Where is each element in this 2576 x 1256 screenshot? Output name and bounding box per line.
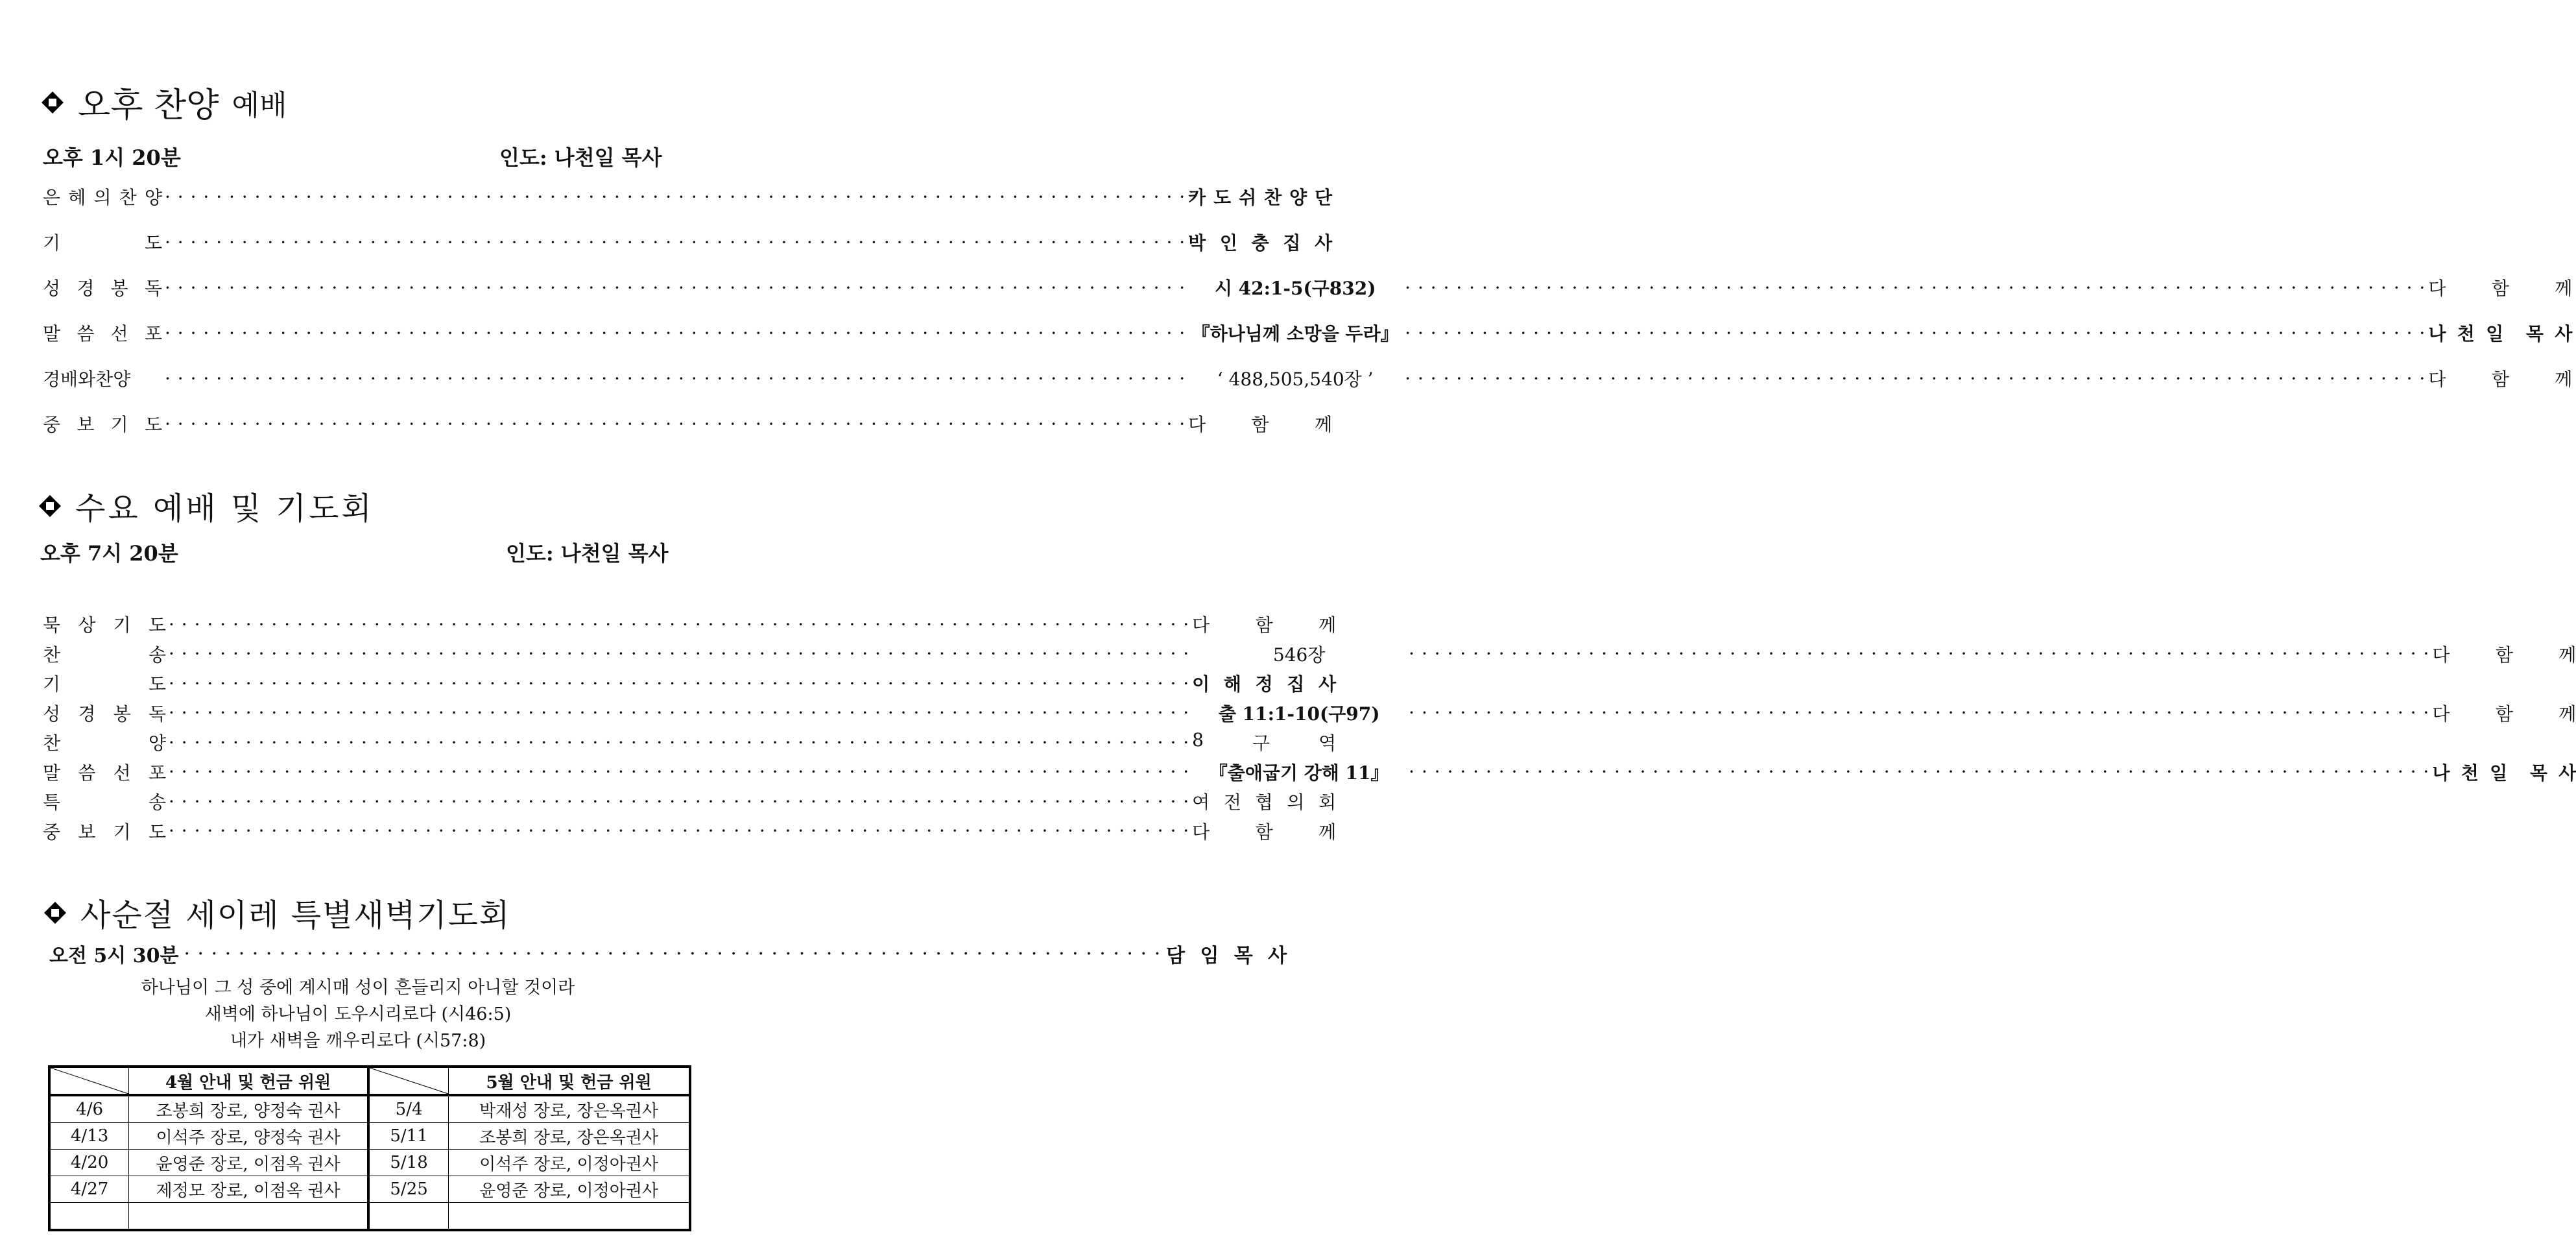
leader-dots: · · · · · · · · · · · · · · · · · · · · · · · · · · · · · · · · · · · · · · · · · · · · · · · · · · · · · · · · · · · · · · · · · · · · · · · · · · · · · · · · bbox=[165, 186, 1186, 208]
order-item-label: 묵 상 기 도 bbox=[43, 614, 166, 636]
leader-dots: · · · · · · · · · · · · · · · · · · · · · · · · · · · · · · · · · · · · · · · · · · · · · · · · · · · · · · · · · · · · · · · · · · · · · · · · bbox=[184, 942, 1162, 965]
wednesday-time: 오후 7시 20분 bbox=[40, 541, 178, 566]
order-item-person: 다 함 께 bbox=[1192, 614, 1337, 636]
order-item bbox=[43, 182, 1333, 211]
table-row bbox=[49, 1176, 690, 1203]
order-item bbox=[43, 758, 2576, 786]
wednesday-title: 수요 예배 및 기도회 bbox=[75, 490, 374, 527]
order-item bbox=[43, 364, 2573, 392]
diagonal-header-cell bbox=[368, 1067, 449, 1095]
order-item bbox=[43, 699, 2576, 727]
order-item bbox=[43, 273, 2573, 302]
leader-dots: · · · · · · · · · · · · · · · · · · · · · · · · · · · · · · · · · · · · · · · · · · · · · · · · · · · · · · · · · · · · · · · · · · · · · · · · · · · · · · · · bbox=[169, 643, 1190, 664]
persons-cell: 이석주 장로, 이정아권사 bbox=[449, 1150, 690, 1176]
order-item-label: 은 혜 의 찬 양 bbox=[43, 187, 162, 208]
order-item-person: 나 천 일 목 사 bbox=[2432, 762, 2576, 784]
order-item-detail: 출 11:1-10(구97) bbox=[1218, 703, 1380, 725]
leader-dots: · · · · · · · · · · · · · · · · · · · · · · · · · · · · · · · · · · · · · · · · · · · · · · · · · · · · · · · · · · · · · · · · · · · · · · · · · · · · · · · · bbox=[169, 672, 1190, 694]
order-item-label: 찬 송 bbox=[43, 644, 166, 666]
empty-cell bbox=[129, 1203, 368, 1231]
order-item-person: 나 천 일 목 사 bbox=[2428, 323, 2573, 344]
dawn-time: 오전 5시 30분 bbox=[49, 945, 179, 967]
date-cell: 4/6 bbox=[49, 1095, 129, 1123]
leader-dots: · · · · · · · · · · · · · · · · · · · · · · · · · · · · · · · · · · · · · · · · · · · · · · · · · · · · · · · · · · · · · · · · · · · · · · · · · · · · · · · · bbox=[169, 731, 1190, 753]
order-item-label: 기 도 bbox=[43, 232, 162, 254]
diamond-bullet-icon bbox=[39, 495, 61, 517]
order-item-label: 특 송 bbox=[43, 791, 166, 813]
order-item bbox=[43, 728, 1337, 756]
afternoon-title-main: 오후 찬양 bbox=[78, 86, 219, 125]
order-item-label: 중 보 기 도 bbox=[43, 414, 162, 435]
leader-dots: · · · · · · · · · · · · · · · · · · · · · · · · · · · · · · · · · · · · · · · · · · · · · · · · · · · · · · · · · · · · · · · · · · · · · · · · · · · · · · · · bbox=[169, 702, 1190, 723]
duty-table-header bbox=[49, 1067, 690, 1095]
diamond-bullet-icon bbox=[42, 91, 64, 114]
order-item bbox=[43, 409, 1333, 438]
order-item-person: 다 함 께 bbox=[2432, 644, 2576, 666]
dawn-section-title bbox=[44, 890, 510, 935]
date-cell: 4/13 bbox=[49, 1123, 129, 1150]
order-item bbox=[43, 669, 1337, 697]
dawn-time-row bbox=[49, 939, 1287, 968]
order-item-label: 찬 양 bbox=[43, 732, 166, 754]
date-cell: 5/18 bbox=[368, 1150, 449, 1176]
order-item-person: 8 구 역 bbox=[1192, 729, 1337, 754]
table-row bbox=[49, 1123, 690, 1150]
dawn-verse-3: 내가 새벽을 깨우리로다 (시57:8) bbox=[230, 1031, 486, 1051]
persons-cell: 윤영준 장로, 이점옥 권사 bbox=[129, 1150, 368, 1176]
leader-dots: · · · · · · · · · · · · · · · · · · · · · · · · · · · · · · · · · · · · · · · · · · · · · · · · · · · · · · · · · · · · · · · · · · · · · · · · · · · · · · · · bbox=[169, 761, 1190, 782]
dawn-title: 사순절 세이레 특별새벽기도회 bbox=[80, 897, 511, 934]
afternoon-leader: 인도: 나천일 목사 bbox=[499, 145, 662, 170]
order-item-person: 다 함 께 bbox=[1188, 414, 1333, 435]
order-item-label: 말 씀 선 포 bbox=[43, 762, 166, 784]
date-cell: 5/4 bbox=[368, 1095, 449, 1123]
leader-dots: · · · · · · · · · · · · · · · · · · · · · · · · · · · · · · · · · · · · · · · · · · · · · · · · · · · · · · · · · · · · · · · · · · · · · · · · · · · · · · · · bbox=[165, 367, 1186, 389]
order-item-label: 성 경 봉 독 bbox=[43, 703, 166, 725]
empty-cell bbox=[368, 1203, 449, 1231]
order-item-detail: 546장 bbox=[1272, 644, 1326, 666]
persons-cell: 조봉희 장로, 양정숙 권사 bbox=[129, 1095, 368, 1123]
empty-cell bbox=[49, 1203, 129, 1231]
order-item-person: 이 해 정 집 사 bbox=[1192, 673, 1337, 695]
leader-dots: · · · · · · · · · · · · · · · · · · · · · · · · · · · · · · · · · · · · · · · · · · · · · · · · · · · · · · · · · · · · · · · · · · · · · · · · · · · · · · · · bbox=[1405, 276, 2426, 298]
order-item bbox=[43, 228, 1333, 256]
order-item bbox=[43, 787, 1337, 815]
afternoon-time: 오후 1시 20분 bbox=[43, 145, 181, 170]
date-cell: 5/11 bbox=[368, 1123, 449, 1150]
persons-cell: 윤영준 장로, 이정아권사 bbox=[449, 1176, 690, 1203]
order-item-detail: ‘ 488,505,540장 ’ bbox=[1217, 368, 1374, 390]
persons-cell: 조봉희 장로, 장은옥권사 bbox=[449, 1123, 690, 1150]
diagonal-header-cell bbox=[49, 1067, 129, 1095]
duty-table bbox=[48, 1065, 691, 1231]
leader-dots: · · · · · · · · · · · · · · · · · · · · · · · · · · · · · · · · · · · · · · · · · · · · · · · · · · · · · · · · · · · · · · · · · · · · · · · · · · · · · · · · bbox=[165, 231, 1186, 253]
leader-dots: · · · · · · · · · · · · · · · · · · · · · · · · · · · · · · · · · · · · · · · · · · · · · · · · · · · · · · · · · · · · · · · · · · · · · · · · · · · · · · · · bbox=[1409, 702, 2430, 723]
order-item-detail: 『출애굽기 강해 11』 bbox=[1209, 762, 1389, 784]
order-item-detail: 시 42:1-5(구832) bbox=[1214, 278, 1376, 299]
may-header: 5월 안내 및 헌금 위원 bbox=[449, 1067, 690, 1095]
persons-cell: 이석주 장로, 양정숙 권사 bbox=[129, 1123, 368, 1150]
order-item-person: 다 함 께 bbox=[2428, 278, 2573, 299]
april-header: 4월 안내 및 헌금 위원 bbox=[129, 1067, 368, 1095]
order-item bbox=[43, 319, 2573, 347]
table-row bbox=[49, 1150, 690, 1176]
afternoon-section-title bbox=[42, 78, 287, 127]
leader-dots: · · · · · · · · · · · · · · · · · · · · · · · · · · · · · · · · · · · · · · · · · · · · · · · · · · · · · · · · · · · · · · · · · · · · · · · · · · · · · · · · bbox=[1409, 761, 2430, 782]
wednesday-leader: 인도: 나천일 목사 bbox=[506, 541, 669, 566]
order-item-label: 말 씀 선 포 bbox=[43, 323, 162, 344]
leader-dots: · · · · · · · · · · · · · · · · · · · · · · · · · · · · · · · · · · · · · · · · · · · · · · · · · · · · · · · · · · · · · · · · · · · · · · · · · · · · · · · · bbox=[1409, 643, 2430, 664]
order-item-label: 중 보 기 도 bbox=[43, 821, 166, 843]
leader-dots: · · · · · · · · · · · · · · · · · · · · · · · · · · · · · · · · · · · · · · · · · · · · · · · · · · · · · · · · · · · · · · · · · · · · · · · · · · · · · · · · bbox=[1405, 322, 2426, 344]
order-item-person: 다 함 께 bbox=[1192, 821, 1337, 843]
order-item-label: 기 도 bbox=[43, 673, 166, 695]
table-row bbox=[49, 1095, 690, 1123]
leader-dots: · · · · · · · · · · · · · · · · · · · · · · · · · · · · · · · · · · · · · · · · · · · · · · · · · · · · · · · · · · · · · · · · · · · · · · · · · · · · · · · · bbox=[165, 322, 1186, 344]
order-item-label: 경배와찬양 bbox=[43, 368, 131, 390]
order-item-person: 여 전 협 의 회 bbox=[1192, 791, 1337, 813]
wednesday-section-title bbox=[39, 483, 374, 528]
order-item bbox=[43, 817, 1337, 845]
table-row-empty bbox=[49, 1203, 690, 1231]
order-item-detail: 『하나님께 소망을 두라』 bbox=[1191, 323, 1399, 344]
dawn-who: 담 임 목 사 bbox=[1166, 945, 1287, 967]
date-cell: 4/20 bbox=[49, 1150, 129, 1176]
order-item bbox=[43, 610, 1337, 638]
order-item bbox=[43, 640, 2576, 668]
date-cell: 5/25 bbox=[368, 1176, 449, 1203]
dawn-verse-2: 새벽에 하나님이 도우시리로다 (시46:5) bbox=[204, 1004, 512, 1024]
order-item-person: 박 인 충 집 사 bbox=[1188, 232, 1333, 254]
order-item-person: 카 도 쉬 찬 양 단 bbox=[1188, 187, 1333, 208]
order-item-label: 성 경 봉 독 bbox=[43, 278, 162, 299]
persons-cell: 박재성 장로, 장은옥권사 bbox=[449, 1095, 690, 1123]
diamond-bullet-icon bbox=[44, 902, 66, 924]
order-item-person: 다 함 께 bbox=[2428, 368, 2573, 390]
afternoon-title-sub: 예배 bbox=[232, 88, 287, 122]
leader-dots: · · · · · · · · · · · · · · · · · · · · · · · · · · · · · · · · · · · · · · · · · · · · · · · · · · · · · · · · · · · · · · · · · · · · · · · · · · · · · · · · bbox=[165, 276, 1186, 298]
leader-dots: · · · · · · · · · · · · · · · · · · · · · · · · · · · · · · · · · · · · · · · · · · · · · · · · · · · · · · · · · · · · · · · · · · · · · · · · · · · · · · · · bbox=[165, 413, 1186, 435]
leader-dots: · · · · · · · · · · · · · · · · · · · · · · · · · · · · · · · · · · · · · · · · · · · · · · · · · · · · · · · · · · · · · · · · · · · · · · · · · · · · · · · · bbox=[1405, 367, 2426, 389]
persons-cell: 제정모 장로, 이점옥 권사 bbox=[129, 1176, 368, 1203]
leader-dots: · · · · · · · · · · · · · · · · · · · · · · · · · · · · · · · · · · · · · · · · · · · · · · · · · · · · · · · · · · · · · · · · · · · · · · · · · · · · · · · · bbox=[169, 820, 1190, 841]
order-item-person: 다 함 께 bbox=[2432, 703, 2576, 725]
date-cell: 4/27 bbox=[49, 1176, 129, 1203]
empty-cell bbox=[449, 1203, 690, 1231]
dawn-verse-1: 하나님이 그 성 중에 계시매 성이 흔들리지 아니할 것이라 bbox=[141, 978, 575, 998]
leader-dots: · · · · · · · · · · · · · · · · · · · · · · · · · · · · · · · · · · · · · · · · · · · · · · · · · · · · · · · · · · · · · · · · · · · · · · · · · · · · · · · · bbox=[169, 613, 1190, 635]
leader-dots: · · · · · · · · · · · · · · · · · · · · · · · · · · · · · · · · · · · · · · · · · · · · · · · · · · · · · · · · · · · · · · · · · · · · · · · · · · · · · · · · bbox=[169, 790, 1190, 812]
